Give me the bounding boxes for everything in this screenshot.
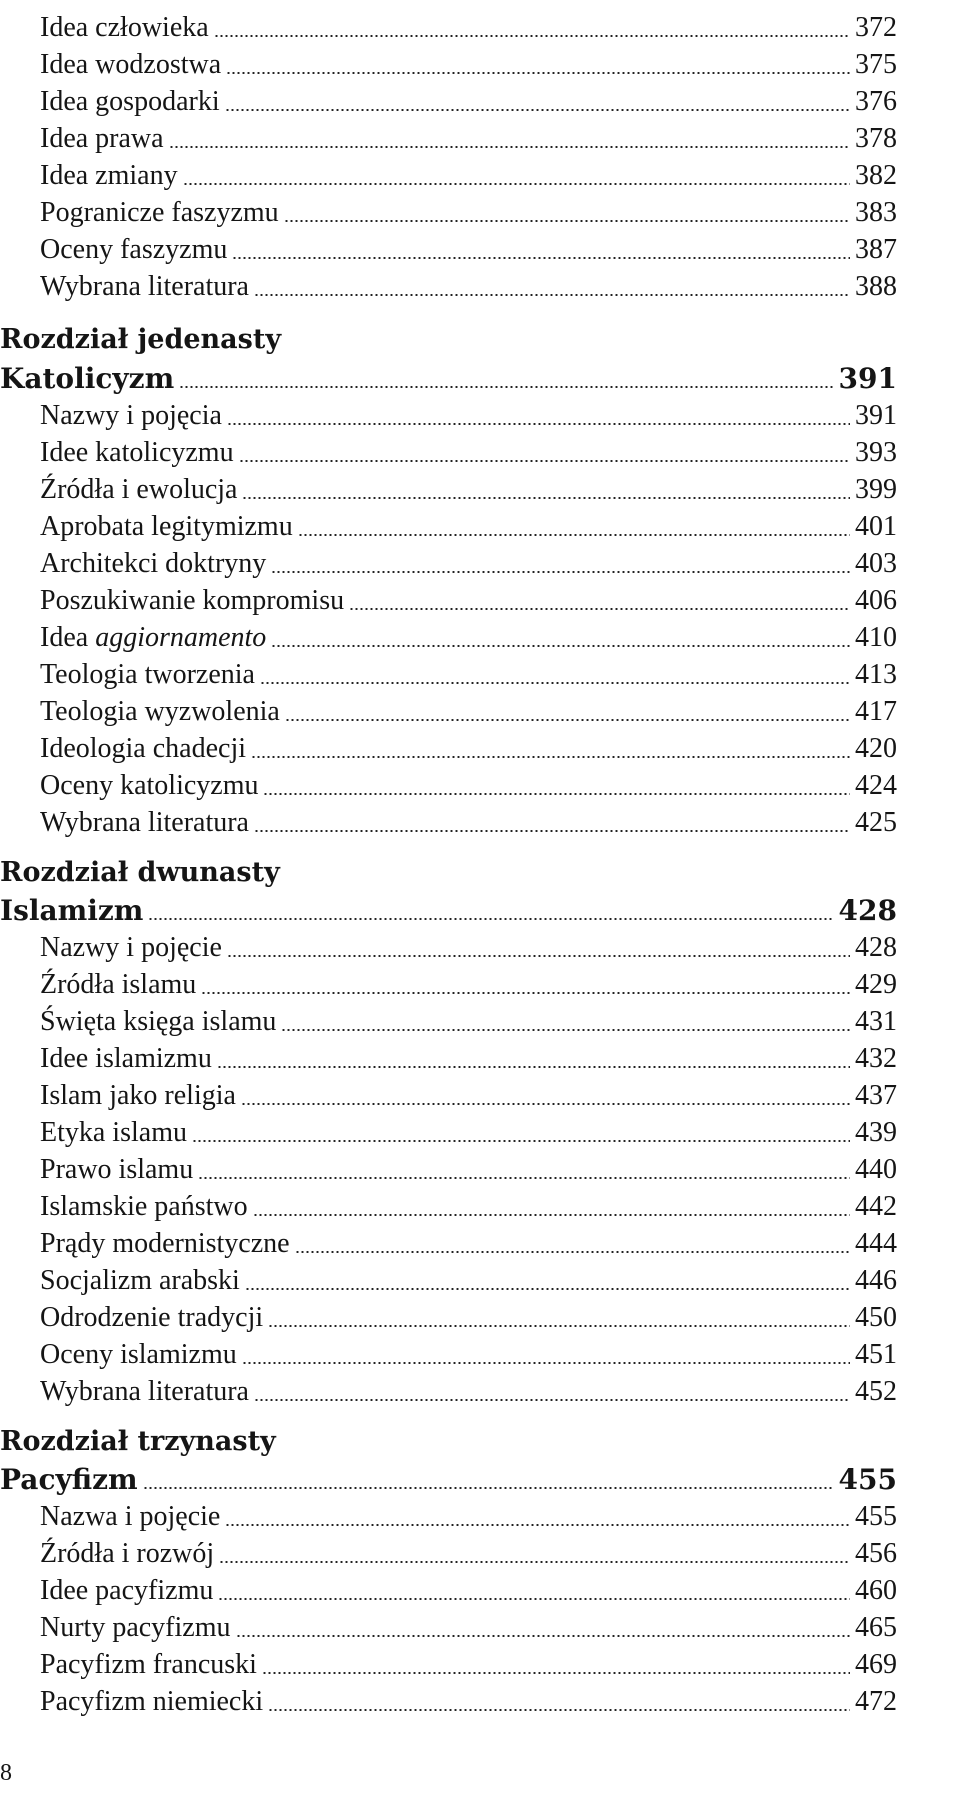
entry-page: 391: [855, 400, 897, 431]
entry-page: 410: [855, 622, 897, 653]
entry-page: 383: [855, 197, 897, 228]
entry-title: Oceny islamizmu: [40, 1339, 237, 1370]
leader-dots: [254, 1399, 850, 1401]
toc-entry[interactable]: [40, 1115, 897, 1151]
leader-dots: [198, 1177, 850, 1179]
entry-page: 393: [855, 437, 897, 468]
entry-page: 439: [855, 1117, 897, 1148]
leader-dots: [227, 423, 850, 425]
entry-title: Nazwy i pojęcia: [40, 400, 222, 431]
entry-title: Nurty pacyfizmu: [40, 1612, 231, 1643]
entry-title: Odrodzenie tradycji: [40, 1302, 264, 1333]
leader-dots: [254, 830, 850, 832]
leader-dots: [183, 183, 850, 185]
entry-page: 444: [855, 1228, 897, 1259]
leader-dots: [260, 682, 850, 684]
entry-page: 472: [855, 1686, 897, 1717]
leader-dots: [268, 1709, 850, 1711]
toc-entry[interactable]: [40, 1152, 897, 1188]
leader-dots: [218, 1598, 850, 1600]
entry-page: 446: [855, 1265, 897, 1296]
toc-chapter-entry[interactable]: [0, 893, 897, 929]
entry-title: Socjalizm arabski: [40, 1265, 240, 1296]
entry-title: Nazwa i pojęcie: [40, 1501, 221, 1532]
leader-dots: [217, 1066, 850, 1068]
entry-title: Idee pacyfizmu: [40, 1575, 214, 1606]
leader-dots: [232, 257, 850, 259]
entry-title: Teologia tworzenia: [40, 659, 255, 690]
entry-title: Ideologia chadecji: [40, 733, 247, 764]
toc-entry[interactable]: [40, 805, 897, 841]
entry-page: 424: [855, 770, 897, 801]
toc-entry[interactable]: [40, 1041, 897, 1077]
leader-dots: [239, 460, 850, 462]
entry-title: Wybrana literatura: [40, 1376, 249, 1407]
toc-entry[interactable]: [40, 768, 897, 804]
leader-dots: [349, 608, 850, 610]
entry-title: Katolicyzm: [0, 362, 175, 395]
toc-entry[interactable]: [40, 269, 897, 305]
leader-dots: [254, 294, 850, 296]
entry-page: 429: [855, 969, 897, 1000]
toc-entry[interactable]: [40, 47, 897, 83]
leader-dots: [192, 1140, 850, 1142]
entry-title: Islamizm: [0, 894, 144, 927]
entry-page: 382: [855, 160, 897, 191]
toc-chapter-entry[interactable]: [0, 361, 897, 397]
leader-dots: [295, 1251, 850, 1253]
leader-dots: [242, 497, 850, 499]
entry-title: Pogranicze faszyzmu: [40, 197, 279, 228]
toc-entry[interactable]: [40, 1610, 897, 1646]
toc-entry[interactable]: [40, 1263, 897, 1299]
entry-page: 420: [855, 733, 897, 764]
entry-page: 432: [855, 1043, 897, 1074]
entry-title: Prądy modernistyczne: [40, 1228, 290, 1259]
entry-title: Islam jako religia: [40, 1080, 236, 1111]
toc-entry[interactable]: [40, 195, 897, 231]
entry-page: 428: [838, 894, 897, 927]
leader-dots: [143, 1487, 834, 1489]
entry-page: 376: [855, 86, 897, 117]
entry-page: 399: [855, 474, 897, 505]
leader-dots: [148, 918, 833, 920]
entry-title: Idee katolicyzmu: [40, 437, 234, 468]
entry-title: Idea prawa: [40, 123, 164, 154]
entry-page: 442: [855, 1191, 897, 1222]
entry-page: 452: [855, 1376, 897, 1407]
leader-dots: [253, 1214, 850, 1216]
toc-entry[interactable]: [40, 1226, 897, 1262]
leader-dots: [241, 1103, 850, 1105]
entry-title: Aprobata legitymizmu: [40, 511, 293, 542]
entry-page: 456: [855, 1538, 897, 1569]
page-number: 8: [0, 1760, 12, 1786]
entry-title: Źródła i ewolucja: [40, 474, 238, 505]
toc-entry[interactable]: [40, 509, 897, 545]
toc-entry[interactable]: [40, 1374, 897, 1410]
toc-entry[interactable]: [40, 1499, 897, 1535]
entry-page: 460: [855, 1575, 897, 1606]
entry-title: Oceny katolicyzmu: [40, 770, 259, 801]
entry-title: Architekci doktryny: [40, 548, 267, 579]
entry-title: Idea wodzostwa: [40, 49, 222, 80]
entry-page: 451: [855, 1339, 897, 1370]
toc-entry[interactable]: [40, 930, 897, 966]
toc-entry[interactable]: [40, 435, 897, 471]
toc-entry[interactable]: [40, 1300, 897, 1336]
toc-entry[interactable]: [40, 121, 897, 157]
toc-entry[interactable]: [40, 731, 897, 767]
leader-dots: [201, 992, 850, 994]
entry-title: Idee islamizmu: [40, 1043, 212, 1074]
leader-dots: [268, 1325, 850, 1327]
leader-dots: [227, 955, 850, 957]
leader-dots: [179, 386, 833, 388]
leader-dots: [226, 72, 850, 74]
toc-entry[interactable]: [40, 472, 897, 508]
toc-entry[interactable]: [40, 1337, 897, 1373]
entry-title: Idea aggiornamento: [40, 622, 267, 653]
leader-dots: [245, 1288, 850, 1290]
entry-title: Oceny faszyzmu: [40, 234, 228, 265]
leader-dots: [242, 1362, 850, 1364]
entry-page: 440: [855, 1154, 897, 1185]
entry-page: 465: [855, 1612, 897, 1643]
leader-dots: [271, 645, 850, 647]
toc-entry[interactable]: [40, 583, 897, 619]
entry-page: 428: [855, 932, 897, 963]
entry-page: 437: [855, 1080, 897, 1111]
entry-title: Pacyfizm niemiecki: [40, 1686, 264, 1717]
leader-dots: [271, 571, 850, 573]
entry-page: 425: [855, 807, 897, 838]
entry-title: Idea zmiany: [40, 160, 178, 191]
leader-dots: [298, 534, 850, 536]
chapter-heading: Rozdział dwunasty: [0, 857, 280, 888]
entry-title: Wybrana literatura: [40, 807, 249, 838]
toc-chapter-entry[interactable]: [0, 1462, 897, 1498]
entry-title: Islamskie państwo: [40, 1191, 248, 1222]
entry-page: 403: [855, 548, 897, 579]
entry-page: 372: [855, 12, 897, 43]
leader-dots: [285, 719, 850, 721]
entry-page: 450: [855, 1302, 897, 1333]
toc-entry[interactable]: [40, 967, 897, 1003]
chapter-heading: Rozdział jedenasty: [0, 324, 282, 355]
entry-title: Źródła i rozwój: [40, 1538, 215, 1569]
leader-dots: [284, 220, 850, 222]
toc-entry[interactable]: [40, 10, 897, 46]
leader-dots: [169, 146, 850, 148]
toc-entry[interactable]: [40, 1004, 897, 1040]
leader-dots: [225, 1524, 850, 1526]
toc-entry[interactable]: [40, 1189, 897, 1225]
toc-entry[interactable]: [40, 1647, 897, 1683]
leader-dots: [214, 35, 850, 37]
italic-term: aggiornamento: [95, 622, 267, 653]
toc-entry[interactable]: [40, 1684, 897, 1720]
leader-dots: [225, 109, 850, 111]
entry-page: 401: [855, 511, 897, 542]
entry-page: 406: [855, 585, 897, 616]
entry-title: Święta księga islamu: [40, 1006, 277, 1037]
entry-title: Teologia wyzwolenia: [40, 696, 280, 727]
toc-entry[interactable]: [40, 158, 897, 194]
entry-page: 391: [838, 362, 897, 395]
entry-page: 431: [855, 1006, 897, 1037]
toc-entry[interactable]: [40, 657, 897, 693]
toc-entry[interactable]: [40, 398, 897, 434]
toc-entry[interactable]: [40, 546, 897, 582]
entry-page: 375: [855, 49, 897, 80]
toc-entry[interactable]: [40, 1078, 897, 1114]
entry-page: 378: [855, 123, 897, 154]
entry-page: 469: [855, 1649, 897, 1680]
entry-page: 455: [855, 1501, 897, 1532]
entry-page: 417: [855, 696, 897, 727]
chapter-heading: Rozdział trzynasty: [0, 1426, 276, 1457]
leader-dots: [262, 1672, 850, 1674]
leader-dots: [219, 1561, 850, 1563]
toc-entry[interactable]: [40, 620, 897, 656]
entry-title: Idea gospodarki: [40, 86, 220, 117]
leader-dots: [263, 793, 850, 795]
toc-entry[interactable]: [40, 1536, 897, 1572]
entry-page: 413: [855, 659, 897, 690]
toc-entry[interactable]: [40, 694, 897, 730]
toc-entry[interactable]: [40, 1573, 897, 1609]
toc-entry[interactable]: [40, 84, 897, 120]
entry-title: Źródła islamu: [40, 969, 197, 1000]
entry-title: Etyka islamu: [40, 1117, 187, 1148]
entry-title: Pacyfizm francuski: [40, 1649, 257, 1680]
leader-dots: [236, 1635, 851, 1637]
entry-page: 455: [838, 1463, 897, 1496]
leader-dots: [251, 756, 850, 758]
entry-title: Pacyfizm: [0, 1463, 138, 1496]
entry-title: Wybrana literatura: [40, 271, 249, 302]
entry-title: Poszukiwanie kompromisu: [40, 585, 345, 616]
entry-title: Prawo islamu: [40, 1154, 194, 1185]
leader-dots: [281, 1029, 850, 1031]
entry-title: Idea człowieka: [40, 12, 209, 43]
toc-entry[interactable]: [40, 232, 897, 268]
entry-page: 387: [855, 234, 897, 265]
entry-title: Nazwy i pojęcie: [40, 932, 222, 963]
entry-page: 388: [855, 271, 897, 302]
